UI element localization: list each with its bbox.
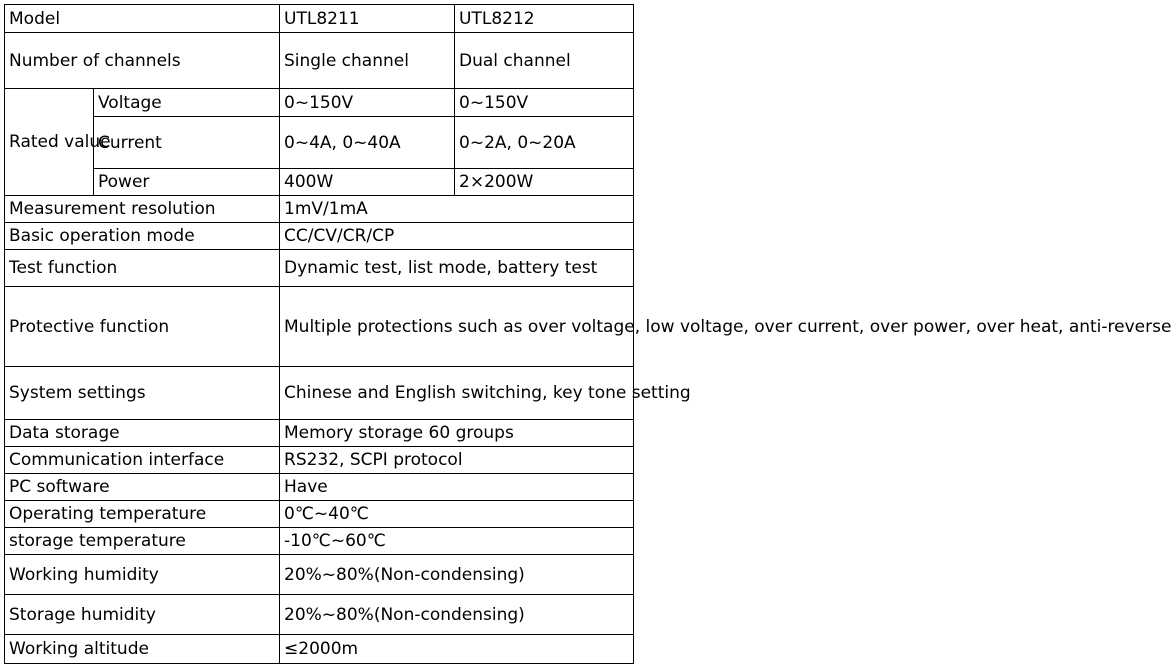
table-row: [5, 595, 634, 635]
operation-mode-label: Basic operation mode: [5, 223, 280, 250]
storage-humidity-label: Storage humidity: [5, 595, 280, 635]
voltage-label: Voltage: [94, 89, 280, 117]
working-altitude-value: ≤2000m: [280, 635, 634, 664]
protective-function-value: Multiple protections such as over voltage, low voltage, over current, over power, over heat, anti-reverse: [280, 287, 634, 367]
model-a-header: UTL8211: [280, 5, 455, 33]
operating-temperature-label: Operating temperature: [5, 501, 280, 528]
spec-table: [4, 4, 1171, 664]
table-row: [5, 420, 634, 447]
current-b-value: 0~2A, 0~20A: [455, 117, 634, 169]
table-row: [5, 5, 634, 33]
storage-temperature-label: storage temperature: [5, 528, 280, 555]
table-row: [5, 447, 634, 474]
channels-b-value: Dual channel: [455, 33, 634, 89]
communication-interface-label: Communication interface: [5, 447, 280, 474]
voltage-a-value: 0~150V: [280, 89, 455, 117]
channels-a-value: Single channel: [280, 33, 455, 89]
measurement-resolution-value: 1mV/1mA: [280, 196, 634, 223]
operating-temperature-value: 0℃~40℃: [280, 501, 634, 528]
model-label: Model: [5, 5, 280, 33]
rated-value-label: Rated value: [5, 89, 94, 196]
table-row: [5, 250, 634, 287]
table-row: [5, 169, 634, 196]
communication-interface-value: RS232, SCPI protocol: [280, 447, 634, 474]
data-storage-label: Data storage: [5, 420, 280, 447]
table-row: [5, 555, 634, 595]
working-humidity-label: Working humidity: [5, 555, 280, 595]
system-settings-label: System settings: [5, 367, 280, 420]
power-a-value: 400W: [280, 169, 455, 196]
power-b-value: 2×200W: [455, 169, 634, 196]
voltage-b-value: 0~150V: [455, 89, 634, 117]
test-function-label: Test function: [5, 250, 280, 287]
power-label: Power: [94, 169, 280, 196]
pc-software-value: Have: [280, 474, 634, 501]
working-humidity-value: 20%~80%(Non-condensing): [280, 555, 634, 595]
table-row: [5, 635, 634, 664]
table-row: [5, 474, 634, 501]
table-row: [5, 528, 634, 555]
table-row: [5, 367, 634, 420]
protective-function-label: Protective function: [5, 287, 280, 367]
table-row: [5, 287, 634, 367]
current-a-value: 0~4A, 0~40A: [280, 117, 455, 169]
table-row: [5, 117, 634, 169]
pc-software-label: PC software: [5, 474, 280, 501]
table-row: [5, 196, 634, 223]
measurement-resolution-label: Measurement resolution: [5, 196, 280, 223]
channels-label: Number of channels: [5, 33, 280, 89]
storage-temperature-value: -10℃~60℃: [280, 528, 634, 555]
current-label: Current: [94, 117, 280, 169]
table-row: [5, 89, 634, 117]
table-row: [5, 33, 634, 89]
data-storage-value: Memory storage 60 groups: [280, 420, 634, 447]
system-settings-value: Chinese and English switching, key tone setting: [280, 367, 634, 420]
model-b-header: UTL8212: [455, 5, 634, 33]
table-row: [5, 501, 634, 528]
operation-mode-value: CC/CV/CR/CP: [280, 223, 634, 250]
storage-humidity-value: 20%~80%(Non-condensing): [280, 595, 634, 635]
working-altitude-label: Working altitude: [5, 635, 280, 664]
test-function-value: Dynamic test, list mode, battery test: [280, 250, 634, 287]
table-row: [5, 223, 634, 250]
